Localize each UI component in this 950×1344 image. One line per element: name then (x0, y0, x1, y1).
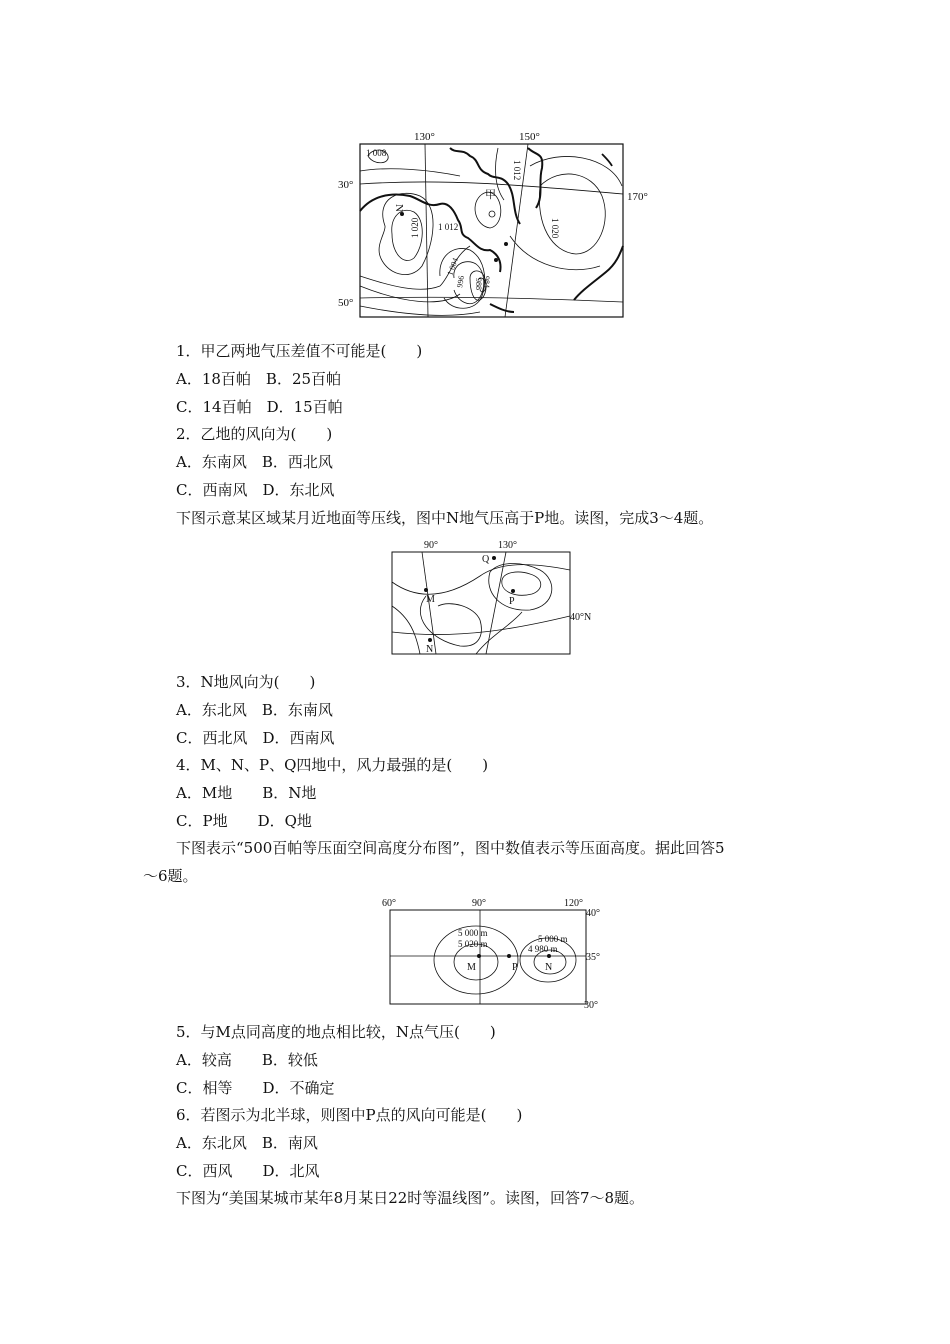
fig3-point-M: M (467, 962, 476, 973)
fig3-lat-35: 35° (586, 952, 600, 963)
q1-options-cd: C．14百帕 D．15百帕 (176, 398, 343, 416)
q2-stem: 2．乙地的风向为( ) (176, 425, 333, 443)
q5-options-cd: C．相等 D．不确定 (176, 1079, 335, 1097)
fig2-point-Q: Q (482, 554, 490, 565)
fig3-lat-30: 30° (584, 1000, 598, 1011)
fig1-lat-30: 30° (338, 179, 354, 191)
fig2-lat-40N: 40°N (570, 612, 592, 623)
fig1-isobar-1020-left: 1 020 (410, 217, 420, 238)
figure-1-isobar-map (330, 126, 660, 321)
fig3-lon-90: 90° (472, 898, 486, 909)
intro-5-6-line2: ～6题。 (143, 867, 198, 885)
fig3-left-outer-label: 5 000 m (458, 928, 488, 938)
q4-options-cd: C．P地 D．Q地 (176, 812, 312, 830)
fig2-lon-90: 90° (424, 540, 438, 551)
fig2-point-M: M (426, 594, 435, 605)
q2-options-cd: C．西南风 D．东北风 (176, 481, 335, 499)
fig1-isobar-988: 988 (474, 278, 483, 290)
fig3-point-N: N (545, 962, 553, 973)
q6-options-ab: A．东北风 B．南风 (176, 1134, 318, 1152)
q6-options-cd: C．西风 D．北风 (176, 1162, 320, 1180)
intro-7-8: 下图为“美国某城市某年8月某日22时等温线图”。读图，回答7～8题。 (176, 1189, 645, 1207)
q3-stem: 3．N地风向为( ) (176, 673, 316, 691)
q2-options-ab: A．东南风 B．西北风 (176, 453, 333, 471)
fig1-isobar-996: 996 (455, 274, 467, 289)
fig1-lon-150: 150° (519, 131, 540, 143)
fig1-lon-170: 170° (627, 191, 648, 203)
q1-options-ab: A．18百帕 B．25百帕 (176, 370, 342, 388)
figure-3-height-map (370, 894, 610, 1016)
q5-options-ab: A．较高 B．较低 (176, 1051, 318, 1069)
fig1-isobar-1012-mid: 1 012 (438, 222, 459, 232)
fig3-right-outer-label: 5 000 m (538, 934, 568, 944)
fig3-lat-40: 40° (586, 908, 600, 919)
fig1-isobar-1020-right: 1 020 (550, 218, 560, 239)
fig1-isobar-984: 984 (482, 276, 491, 288)
fig1-point-N: N (393, 204, 405, 212)
fig1-isobar-1004: 1 004 (445, 256, 461, 277)
intro-3-4: 下图示意某区域某月近地面等压线，图中N地气压高于P地。读图，完成3～4题。 (176, 509, 714, 527)
q3-options-ab: A．东北风 B．东南风 (176, 701, 333, 719)
intro-5-6-line1: 下图表示“500百帕等压面空间高度分布图”，图中数值表示等压面高度。据此回答5 (176, 839, 725, 857)
q3-options-cd: C．西北风 D．西南风 (176, 729, 335, 747)
fig3-point-P: P (512, 962, 518, 973)
q6-stem: 6．若图示为北半球，则图中P点的风向可能是( ) (176, 1106, 523, 1124)
fig3-right-inner-label: 4 980 m (528, 944, 558, 954)
q4-options-ab: A．M地 B．N地 (176, 784, 317, 802)
fig1-point-jia: 甲 (485, 189, 496, 201)
fig2-lon-130: 130° (498, 540, 517, 551)
fig2-point-P: P (509, 596, 515, 607)
fig1-isobar-1008: 1 008 (366, 148, 387, 158)
figure-2-isobar-map (380, 536, 610, 658)
fig2-point-N: N (426, 644, 434, 655)
q4-stem: 4．M、N、P、Q四地中，风力最强的是( ) (176, 756, 489, 774)
fig1-isobar-1012-top: 1 012 (512, 160, 522, 181)
fig3-lon-120: 120° (564, 898, 583, 909)
q5-stem: 5．与M点同高度的地点相比较，N点气压( ) (176, 1023, 496, 1041)
fig1-lat-50: 50° (338, 297, 354, 309)
q1-stem: 1．甲乙两地气压差值不可能是( ) (176, 342, 423, 360)
fig1-lon-130: 130° (414, 131, 435, 143)
fig3-lon-60: 60° (382, 898, 396, 909)
fig3-left-inner-label: 5 020 m (458, 939, 488, 949)
